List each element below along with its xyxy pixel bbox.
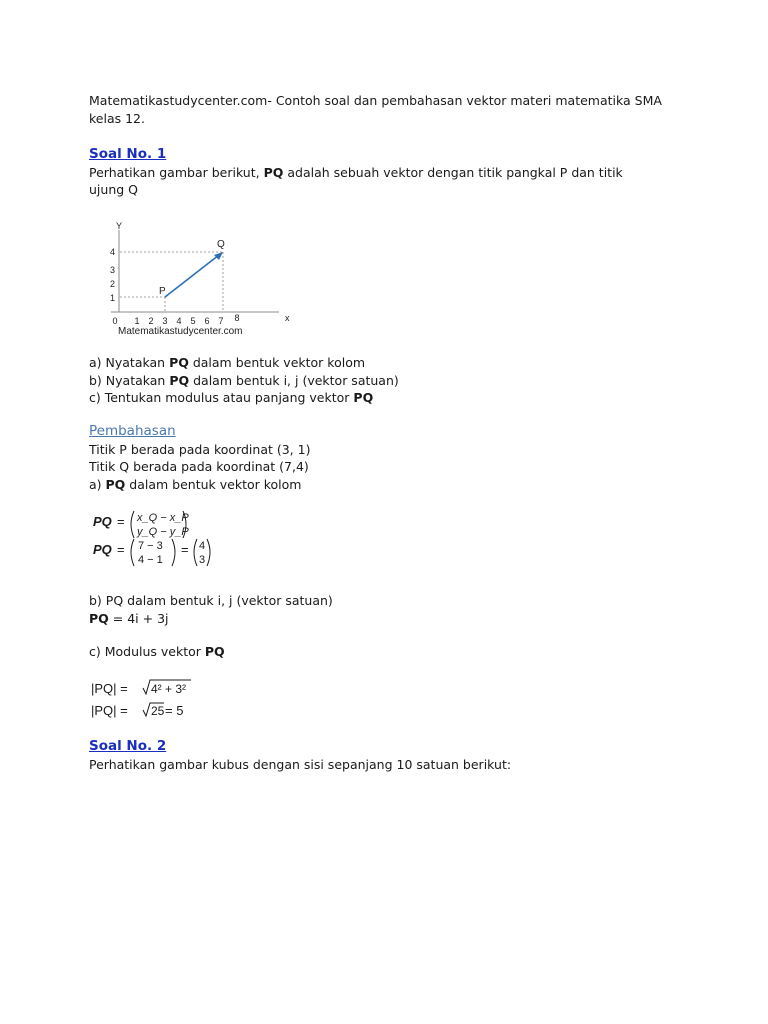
a-text: a): [89, 476, 106, 492]
soal-2-section: [89, 738, 511, 773]
eq1-paren-left: [131, 511, 134, 538]
x-tick: 7: [218, 316, 224, 326]
part-a-line: [89, 476, 310, 494]
desc-text: Perhatikan gambar berikut,: [89, 164, 264, 180]
q-bold-pq: PQ: [169, 355, 189, 370]
soal-2-desc: Perhatikan gambar kubus dengan sisi sepanjang 10 satuan berikut:: [89, 756, 512, 772]
x-tick: 0: [112, 316, 118, 326]
eq2-res-bottom: 3: [199, 554, 206, 566]
point-q-line: Titik Q berada pada koordinat (7,4): [89, 459, 309, 474]
eq1-lhs: PQ: [93, 514, 112, 529]
vector-figure: [89, 220, 299, 338]
c-text: c) Modulus vektor: [89, 644, 205, 659]
question-a: [89, 354, 399, 372]
eq1-top: x_Q − x_P: [137, 512, 189, 524]
eq1-bottom: y_Q − y_P: [137, 526, 189, 538]
eq2-equals: =: [117, 542, 125, 557]
mod2-lhs: |PQ| =: [91, 703, 128, 718]
figure-watermark: Matematikastudycenter.com: [118, 326, 243, 337]
eq1-equals: =: [117, 514, 125, 529]
eq2-paren-left: [131, 539, 134, 566]
eq2-top: 7 − 3: [138, 540, 163, 552]
soal-1-desc-line2: ujung Q: [89, 182, 138, 197]
point-p-label: P: [159, 286, 166, 297]
x-tick: 5: [190, 316, 196, 326]
a-text: dalam bentuk vektor kolom: [125, 476, 302, 492]
intro-paragraph: [89, 92, 662, 127]
eq2-paren-right: [172, 539, 175, 566]
point-p-line: Titik P berada pada koordinat (3, 1): [89, 441, 311, 457]
intro-line-2: kelas 12.: [89, 110, 145, 126]
desc-bold-pq: PQ: [263, 164, 284, 180]
column-vector-equations: [89, 504, 249, 572]
q-text: dalam bentuk i, j (vektor satuan): [189, 372, 399, 388]
question-c: [89, 389, 399, 407]
q-text: b) Nyatakan: [89, 372, 170, 388]
eq2-res-paren-left: [194, 539, 197, 566]
eq2-res-paren-right: [207, 539, 210, 566]
x-axis-label: x: [285, 313, 290, 323]
pembahasan-section: [89, 423, 310, 493]
part-b-result: [89, 610, 333, 628]
x-tick: 2: [148, 316, 154, 326]
b-bold-pq: PQ: [89, 610, 109, 626]
point-q-label: Q: [217, 239, 225, 250]
x-tick: 4: [176, 316, 182, 326]
soal-1-desc: [89, 164, 623, 182]
x-tick: 6: [204, 316, 210, 326]
c-bold-pq: PQ: [204, 644, 225, 659]
part-b-block: [89, 592, 333, 627]
mod1-radicand: 4² + 3²: [151, 682, 187, 696]
desc-text-2: adalah sebuah vektor dengan titik pangkal P dan titik: [283, 164, 623, 180]
part-c-block: [89, 643, 225, 661]
vector-pq-line: [165, 255, 219, 297]
modulus-equations: [89, 677, 259, 723]
b-result-text: = 4i + 3j: [108, 610, 169, 626]
y-axis-label: Y: [115, 221, 123, 231]
part-c-line: [89, 643, 225, 661]
y-tick: 3: [109, 265, 115, 275]
q-text: a) Nyatakan: [89, 355, 170, 370]
mod1-lhs: |PQ| =: [91, 681, 128, 696]
soal-1-section: [89, 146, 623, 199]
eq2-equals-2: =: [181, 542, 189, 557]
eq2-lhs: PQ: [93, 542, 112, 557]
pembahasan-heading[interactable]: Pembahasan: [89, 423, 176, 439]
x-tick: 3: [162, 316, 168, 326]
mod2-radicand: 25: [151, 704, 165, 718]
question-b: [89, 372, 399, 390]
y-tick: 2: [109, 279, 115, 289]
q-bold-pq: PQ: [353, 390, 374, 405]
q-text: c) Tentukan modulus atau panjang vektor: [89, 390, 354, 405]
soal-2-heading[interactable]: Soal No. 2: [89, 738, 167, 754]
soal-1-questions: [89, 354, 399, 407]
q-bold-pq: PQ: [169, 372, 190, 388]
mod2-result: = 5: [165, 703, 184, 718]
eq2-res-top: 4: [199, 540, 206, 552]
y-tick: 4: [109, 247, 115, 257]
y-tick: 1: [109, 293, 115, 303]
x-tick: 1: [134, 316, 140, 326]
part-b-line: b) PQ dalam bentuk i, j (vektor satuan): [89, 593, 333, 608]
soal-1-heading[interactable]: Soal No. 1: [89, 146, 167, 162]
q-text: dalam bentuk vektor kolom: [188, 355, 366, 370]
a-bold-pq: PQ: [105, 476, 126, 492]
x-tick: 8: [234, 313, 240, 323]
eq2-bottom: 4 − 1: [138, 554, 163, 566]
intro-line-1: Matematikastudycenter.com- Contoh soal dan pembahasan vektor materi matematika SMA: [89, 93, 662, 108]
